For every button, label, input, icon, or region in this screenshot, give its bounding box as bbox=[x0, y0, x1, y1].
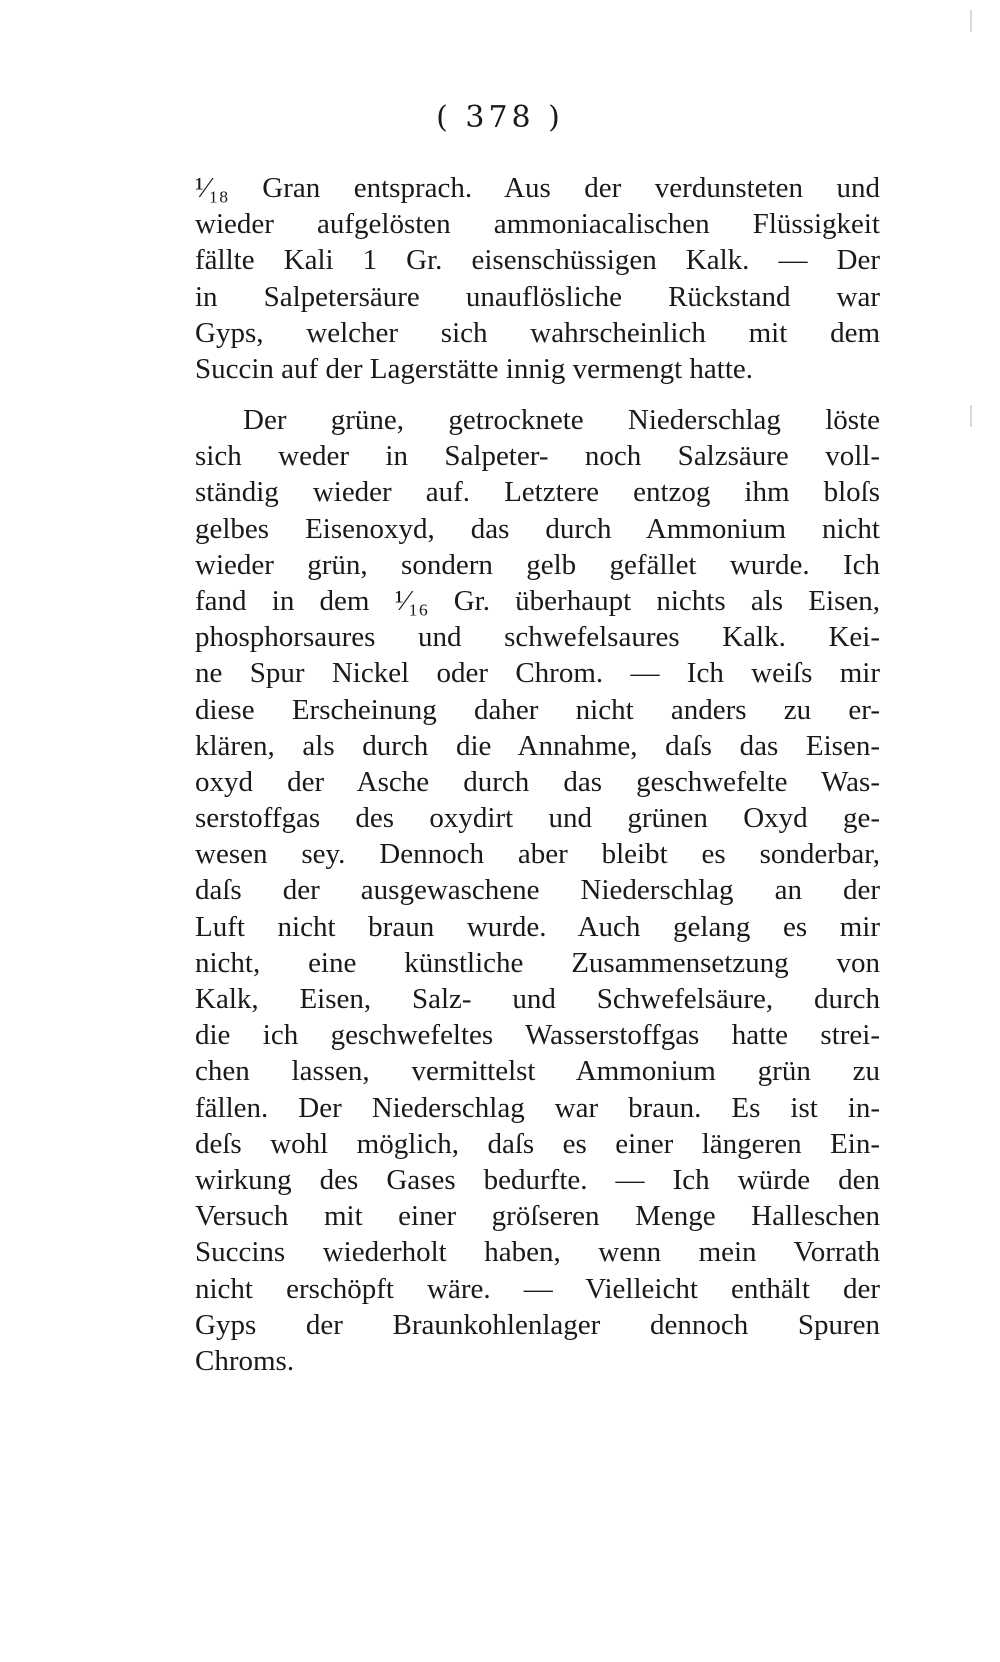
text-line: Luft nicht braun wurde. Auch gelang es mir bbox=[195, 910, 880, 943]
text-line: ne Spur Nickel oder Chrom. — Ich weiſs mir bbox=[195, 657, 880, 690]
scan-edge-mark bbox=[970, 405, 972, 427]
text-line: serstoffgas des oxydirt und grünen Oxyd ge- bbox=[195, 802, 880, 835]
text-line: klären, als durch die Annahme, daſs das Eisen- bbox=[195, 729, 880, 762]
text-line: phosphorsaures und schwefelsaures Kalk. Kei- bbox=[195, 621, 880, 654]
text-line: diese Erscheinung daher nicht anders zu er- bbox=[195, 693, 880, 726]
text-line: Chroms. bbox=[195, 1344, 295, 1377]
text-line: Gyps der Braunkohlenlager dennoch Spuren bbox=[195, 1308, 880, 1341]
text-line: wesen sey. Dennoch aber bleibt es sonderbar, bbox=[195, 838, 880, 871]
text-line: Succins wiederholt haben, wenn mein Vorrath bbox=[195, 1236, 880, 1269]
text-line: deſs wohl möglich, daſs es einer längeren Ein- bbox=[195, 1127, 880, 1160]
text-line: sich weder in Salpeter- noch Salzsäure voll- bbox=[195, 440, 880, 473]
text-line: ständig wieder auf. Letztere entzog ihm bloſs bbox=[195, 476, 880, 509]
text-line: wieder aufgelösten ammoniacalischen Flüssigkeit bbox=[195, 208, 880, 241]
text-line: Gyps, welcher sich wahrscheinlich mit dem bbox=[195, 316, 880, 349]
text-line: Kalk, Eisen, Salz- und Schwefelsäure, durch bbox=[195, 983, 880, 1015]
text-line: daſs der ausgewaschene Niederschlag an der bbox=[195, 874, 880, 907]
text-line: Der grüne, getrocknete Niederschlag löste bbox=[243, 404, 880, 436]
text-line: fällte Kali 1 Gr. eisenschüssigen Kalk. — Der bbox=[195, 244, 880, 277]
text-line: wieder grün, sondern gelb gefället wurde. Ich bbox=[195, 548, 880, 581]
text-line: nicht, eine künstliche Zusammensetzung von bbox=[195, 946, 880, 979]
text-line: oxyd der Asche durch das geschwefelte Was- bbox=[195, 765, 880, 798]
text-line: nicht erschöpft wäre. — Vielleicht enthält der bbox=[195, 1272, 880, 1305]
text-line: wirkung des Gases bedurfte. — Ich würde den bbox=[195, 1163, 880, 1196]
text-line: in Salpetersäure unauflösliche Rückstand war bbox=[195, 280, 880, 313]
page-number: ( 378 ) bbox=[436, 100, 564, 135]
scan-edge-mark bbox=[970, 10, 972, 32]
text-line: fand in dem ¹⁄₁₆ Gr. überhaupt nichts als Eisen, bbox=[195, 584, 880, 617]
paragraph-1 bbox=[195, 170, 880, 387]
paragraph-2 bbox=[195, 402, 880, 1379]
text-line: chen lassen, vermittelst Ammonium grün zu bbox=[195, 1055, 880, 1088]
text-line: Succin auf der Lagerstätte innig vermengt hatte. bbox=[195, 352, 754, 385]
text-line: fällen. Der Niederschlag war braun. Es ist in- bbox=[195, 1091, 880, 1124]
text-line: ¹⁄₁₈ Gran entsprach. Aus der verdunsteten und bbox=[195, 172, 880, 204]
text-line: Versuch mit einer gröſseren Menge Halleschen bbox=[195, 1200, 880, 1233]
text-line: die ich geschwefeltes Wasserstoffgas hatte strei- bbox=[195, 1019, 880, 1052]
text-line: gelbes Eisenoxyd, das durch Ammonium nicht bbox=[195, 512, 880, 545]
